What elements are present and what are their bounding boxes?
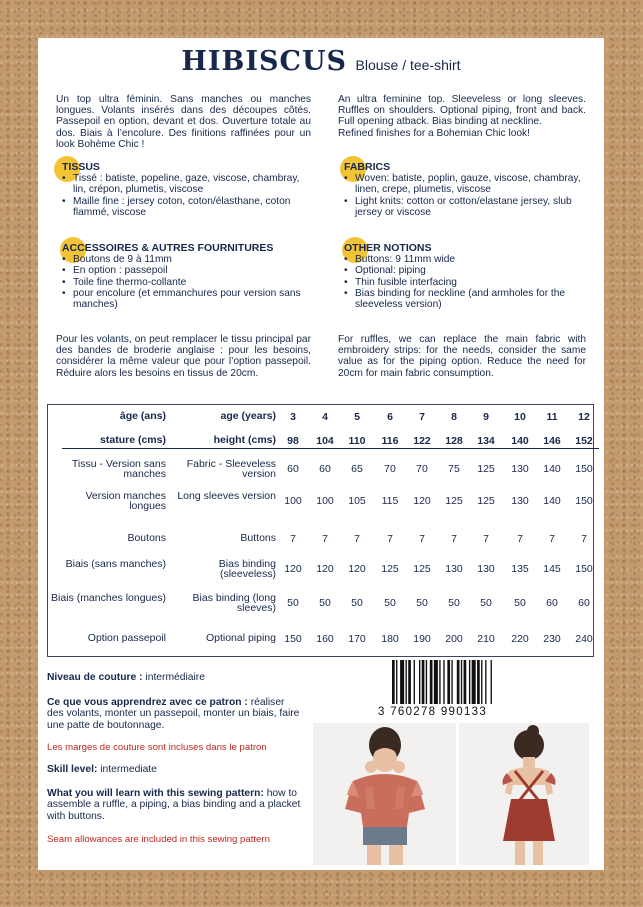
table-cell: 7 [549, 533, 555, 545]
en-intro-text-2: Refined finishes for a Bohemian Chic look! [338, 127, 530, 139]
table-cell: 7 [451, 533, 457, 545]
table-cell: 120 [284, 563, 302, 575]
table-cell: 5 [354, 411, 360, 423]
barcode-bar [426, 660, 427, 704]
table-cell: 50 [480, 597, 492, 609]
fabric-item: • Maille fine : jersey coton, coton/élasthane, coton flammé, viscose [62, 196, 311, 218]
notion-item: • Bias binding for neckline (and armholes for the sleeveless version) [344, 288, 586, 310]
en-intro-text: An ultra feminine top. Sleeveless or long sleeves. Ruffles on shoulders. Optional piping, front and back. Full opening atback. Bias binding at neckline. [338, 94, 586, 128]
table-cell: 104 [316, 435, 334, 447]
notion-item: • Boutons de 9 à 11mm [62, 254, 311, 265]
table-cell: 7 [581, 533, 587, 545]
table-header-rule [62, 448, 599, 449]
barcode [392, 660, 522, 710]
notion-item: • Optional: piping [344, 265, 586, 276]
fabric-item: • Woven: batiste, poplin, gauze, viscose, chambray, linen, crepe, plumetis, viscose [344, 173, 586, 195]
barcode-bar [469, 660, 470, 704]
table-cell: 12 [578, 411, 590, 423]
seam-note-fr: Les marges de couture sont incluses dans le patron [47, 742, 267, 753]
table-cell: 125 [381, 563, 399, 575]
girl-back-illustration [459, 723, 589, 865]
barcode-bar [406, 660, 407, 704]
learn-fr-label: Ce que vous apprendrez avec ce patron : [47, 697, 248, 708]
table-cell: 98 [287, 435, 299, 447]
fr-ruffles [56, 334, 311, 379]
table-cell: 150 [575, 563, 593, 575]
barcode-bar [464, 660, 467, 704]
table-cell: 50 [384, 597, 396, 609]
table-cell: 60 [546, 597, 558, 609]
skill-level-fr-label: Niveau de couture : [47, 672, 143, 683]
row-label-en: Bias binding (sleeveless) [218, 558, 276, 580]
fr-intro [56, 94, 311, 150]
table-cell: 7 [354, 533, 360, 545]
skill-level-en-label: Skill level: [47, 764, 98, 775]
table-cell: 140 [511, 435, 529, 447]
barcode-bar [439, 660, 440, 704]
table-cell: 7 [322, 533, 328, 545]
row-label-fr: Biais (sans manches) [65, 558, 166, 570]
table-cell: 50 [416, 597, 428, 609]
girl-front-illustration [313, 723, 456, 865]
table-cell: 135 [511, 563, 529, 575]
table-cell: 50 [514, 597, 526, 609]
table-cell: 128 [445, 435, 463, 447]
row-label-en: Buttons [240, 532, 276, 544]
fr-notions-section [56, 243, 311, 310]
table-cell: 180 [381, 633, 399, 645]
table-cell: 100 [316, 495, 334, 507]
table-cell: 100 [284, 495, 302, 507]
row-label-fr: Version manches longues [85, 490, 166, 512]
table-cell: 75 [448, 463, 460, 475]
skill-level-en [47, 764, 302, 775]
table-cell: 230 [543, 633, 561, 645]
table-cell: 110 [348, 435, 366, 447]
fr-fabrics-heading: TISSUS [62, 161, 100, 173]
barcode-bar [491, 660, 492, 704]
notion-item: • Thin fusible interfacing [344, 277, 586, 288]
row-label-fr: Biais (manches longues) [51, 592, 166, 604]
barcode-bar [419, 660, 420, 704]
photo-front-view [313, 723, 456, 865]
row-label-fr: Option passepoil [87, 632, 166, 644]
table-cell: 170 [348, 633, 366, 645]
barcode-bar [447, 660, 450, 704]
table-cell: 105 [348, 495, 366, 507]
table-cell: 7 [290, 533, 296, 545]
row-label-en: age (years) [220, 410, 276, 422]
table-cell: 122 [413, 435, 431, 447]
table-cell: 150 [284, 633, 302, 645]
en-notions-heading: OTHER NOTIONS [344, 242, 432, 254]
learn-en-label: What you will learn with this sewing pattern: [47, 788, 264, 799]
table-cell: 190 [413, 633, 431, 645]
barcode-bar [422, 660, 425, 704]
barcode-bar [400, 660, 404, 704]
table-cell: 120 [316, 563, 334, 575]
table-cell: 146 [543, 435, 561, 447]
skill-level-fr [47, 672, 302, 683]
fr-fabrics-section [56, 162, 311, 218]
en-fabrics-heading: FABRICS [344, 161, 391, 173]
table-cell: 130 [477, 563, 495, 575]
table-cell: 152 [575, 435, 593, 447]
barcode-bar [443, 660, 444, 704]
table-cell: 50 [287, 597, 299, 609]
en-ruffles [338, 334, 586, 379]
barcode-bar [481, 660, 482, 704]
table-cell: 140 [543, 495, 561, 507]
barcode-bar [414, 660, 415, 704]
notion-item: • pour encolure (et emmanchures pour version sans manches) [62, 288, 311, 310]
en-ruffles-text: For ruffles, we can replace the main fabric with embroidery strips: for the needs, consider the same value as for the piping option. Reduce the need for 20cm for main fabric consumption. [338, 334, 586, 379]
table-cell: 125 [477, 463, 495, 475]
barcode-bar [396, 660, 397, 704]
row-label-en: Bias binding (long sleeves) [192, 592, 276, 614]
skill-level-fr-value: intermédiaire [142, 672, 205, 683]
en-fabrics-list [344, 173, 586, 218]
table-cell: 150 [575, 463, 593, 475]
table-cell: 7 [483, 533, 489, 545]
notion-item: • Toile fine thermo-collante [62, 277, 311, 288]
table-cell: 9 [483, 411, 489, 423]
table-cell: 60 [319, 463, 331, 475]
learn-fr-text: réaliser des volants, monter un passepoil, monter un biais, faire une patte de boutonnage. [47, 697, 300, 731]
notion-item: • Buttons: 9 11mm wide [344, 254, 586, 265]
barcode-bar [434, 660, 438, 704]
table-cell: 60 [287, 463, 299, 475]
fr-intro-text: Un top ultra féminin. Sans manches ou manches longues. Volants insérés dans des découpes côtés. Passepoil en option, devant et dos. Ouverture totale au dos. Biais à l’encolure. Des finitions raffinées pour un look Bohème Chic ! [56, 94, 311, 150]
row-label-fr: stature (cms) [100, 434, 166, 446]
row-label-fr: âge (ans) [119, 410, 166, 422]
en-fabrics-section [338, 162, 586, 218]
barcode-bar [457, 660, 460, 704]
table-cell: 134 [477, 435, 495, 447]
table-cell: 60 [578, 597, 590, 609]
table-cell: 220 [511, 633, 529, 645]
table-cell: 115 [381, 495, 399, 507]
barcode-bar [408, 660, 411, 704]
table-cell: 50 [319, 597, 331, 609]
fabric-item: • Light knits: cotton or cotton/elastane jersey, slub jersey or viscose [344, 196, 586, 218]
pattern-sheet [38, 38, 604, 870]
title-row [38, 46, 604, 77]
pattern-title: HIBISCUS [181, 46, 348, 77]
table-cell: 120 [348, 563, 366, 575]
barcode-bar [472, 660, 476, 704]
row-label-en: height (cms) [213, 434, 276, 446]
seam-note-en: Seam allowances are included in this sewing pattern [47, 834, 270, 845]
pattern-subtitle: Blouse / tee-shirt [355, 57, 461, 73]
table-cell: 130 [511, 463, 529, 475]
table-cell: 7 [419, 533, 425, 545]
barcode-number: 3 760278 990133 [378, 706, 488, 718]
en-notions-section [338, 243, 586, 310]
table-cell: 125 [413, 563, 431, 575]
barcode-bar [477, 660, 480, 704]
table-cell: 160 [316, 633, 334, 645]
size-table [47, 404, 594, 657]
learn-fr [47, 697, 302, 731]
table-cell: 145 [543, 563, 561, 575]
photo-back-view [459, 723, 589, 865]
table-cell: 150 [575, 495, 593, 507]
table-cell: 130 [511, 495, 529, 507]
table-cell: 50 [448, 597, 460, 609]
barcode-bar [485, 660, 486, 704]
table-cell: 116 [381, 435, 399, 447]
row-label-en: Fabric - Sleeveless version [186, 458, 276, 480]
table-cell: 125 [477, 495, 495, 507]
table-cell: 140 [543, 463, 561, 475]
table-cell: 8 [451, 411, 457, 423]
table-cell: 130 [445, 563, 463, 575]
skill-level-en-value: intermediate [97, 764, 157, 775]
table-cell: 50 [351, 597, 363, 609]
table-cell: 70 [384, 463, 396, 475]
learn-en [47, 788, 302, 822]
barcode-bar [392, 660, 395, 704]
table-cell: 7 [517, 533, 523, 545]
table-cell: 240 [575, 633, 593, 645]
table-cell: 7 [419, 411, 425, 423]
fr-ruffles-text: Pour les volants, on peut remplacer le tissu principal par des bandes de broderie anglaise : pour les besoins, considérer la même valeur que pour l’option passepoil. Réduire alors les besoins en tissus de 20cm. [56, 334, 311, 379]
row-label-en: Long sleeves version [177, 490, 276, 502]
table-cell: 120 [413, 495, 431, 507]
table-cell: 10 [514, 411, 526, 423]
learn-en-text: how to assemble a ruffle, a piping, a bias binding and a placket with buttons. [47, 788, 301, 822]
barcode-bar [451, 660, 452, 704]
table-cell: 65 [351, 463, 363, 475]
row-label-en: Optional piping [205, 632, 276, 644]
table-cell: 7 [387, 533, 393, 545]
fr-notions-heading: ACCESSOIRES & AUTRES FOURNITURES [62, 242, 274, 254]
en-notions-list [344, 254, 586, 310]
table-cell: 4 [322, 411, 328, 423]
table-cell: 200 [445, 633, 463, 645]
table-cell: 125 [445, 495, 463, 507]
barcode-bar [461, 660, 462, 704]
fr-fabrics-list [62, 173, 311, 218]
table-cell: 6 [387, 411, 393, 423]
table-cell: 11 [546, 411, 558, 423]
fabric-item: • Tissé : batiste, popeline, gaze, viscose, chambray, lin, crépon, plumetis, viscose [62, 173, 311, 195]
en-intro [338, 94, 586, 139]
table-cell: 70 [416, 463, 428, 475]
row-label-fr: Tissu - Version sans manches [71, 458, 166, 480]
notion-item: • En option : passepoil [62, 265, 311, 276]
fr-notions-list [62, 254, 311, 310]
table-cell: 210 [477, 633, 495, 645]
row-label-fr: Boutons [127, 532, 166, 544]
barcode-bar [430, 660, 433, 704]
table-cell: 3 [290, 411, 296, 423]
